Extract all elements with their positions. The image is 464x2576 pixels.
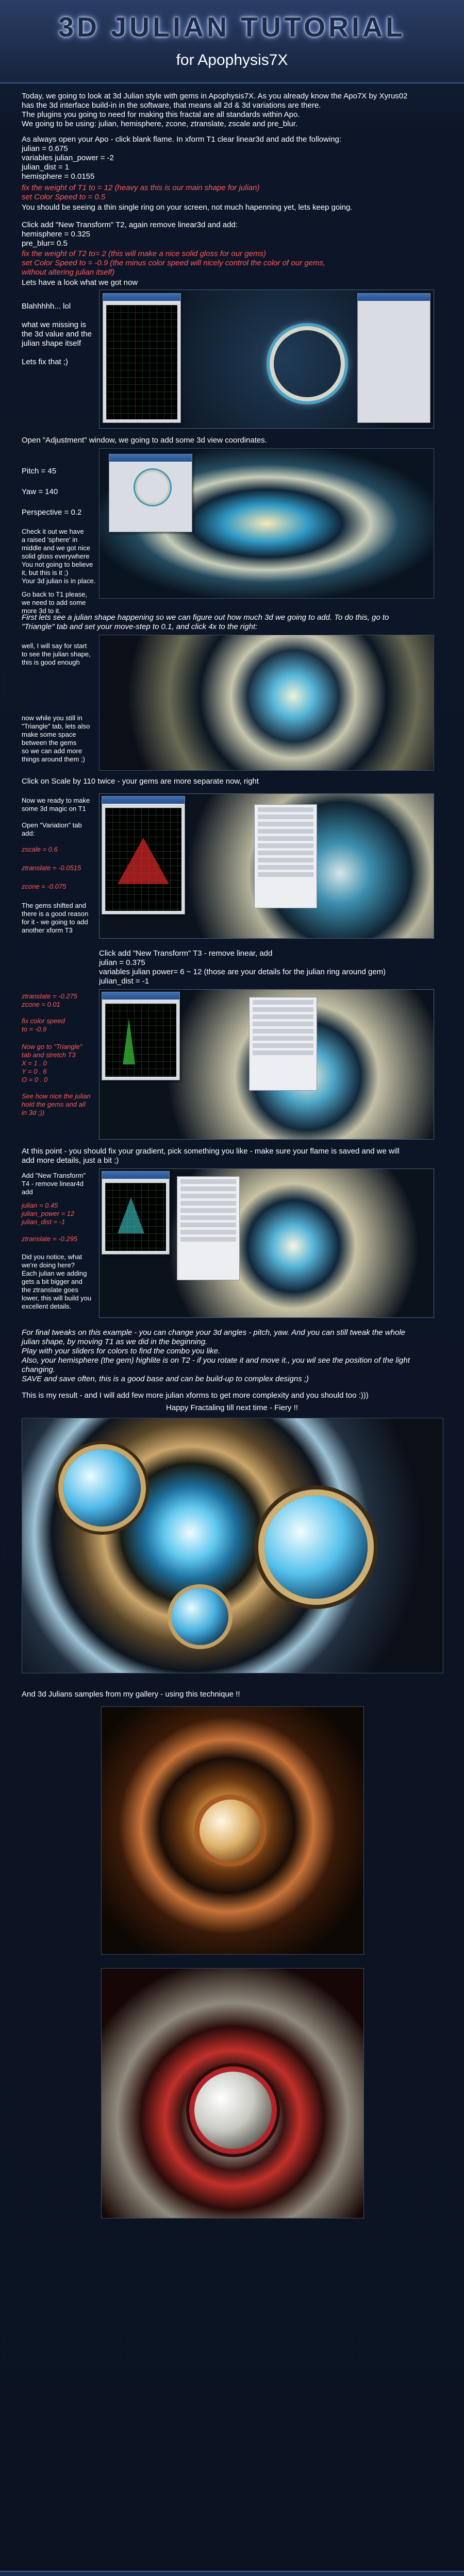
- transform-panel: [249, 997, 317, 1091]
- perspective-text: Perspective = 0.2: [22, 508, 82, 517]
- apo-screenshot-5: [99, 989, 434, 1140]
- t3-text: Click add "New Transform" T3 - remove linear, add julian = 0.375 variables julian power= 6 ~ 12 (those are your details for the julian ring around gem) julian_dist = -1: [99, 949, 386, 986]
- gem-center: [264, 1496, 368, 1599]
- render-screenshot-3: [99, 635, 434, 771]
- apo-screenshot-6: [99, 1168, 434, 1318]
- fixcolor-text: fix color speed to = -0.9: [22, 1017, 65, 1033]
- seehow-text: See how nice the julian hold the gems and all in 3d ;)): [22, 1092, 91, 1116]
- magic-text: Now we ready to make some 3d magic on T1: [22, 796, 90, 812]
- variation-panel: [254, 804, 317, 908]
- didyou-text: Did you notice, what we're doing here? Each julian we adding gets a bit bigger and the ztranslate goes lower, this will build you excellent details.: [22, 1253, 92, 1310]
- well-text: well, I will say for start to see the julian shape, this is good enough: [22, 642, 91, 666]
- gallery-sample-2: [101, 1968, 364, 2218]
- apo-screenshot-4: [99, 793, 434, 939]
- note-weight-text: fix the weight of T1 to = 12 (heavy as this is our main shape for julian) set Color Speed to = 0.5: [22, 183, 260, 201]
- happy-text: Happy Fractaling till next time - Fiery !!: [166, 1403, 298, 1412]
- result-text: This is my result - and I will add few more julian xforms to get more complexity and you should too :))): [22, 1391, 369, 1400]
- sample2-gem: [194, 2072, 272, 2149]
- lookout-text: Lets have a look what we got now: [22, 278, 138, 287]
- gem-small: [172, 1588, 228, 1645]
- samples-text: And 3d Julians samples from my gallery - using this technique !!: [22, 1690, 240, 1699]
- ztranslate1-text: ztranslate = -0.0515: [22, 864, 81, 872]
- goback-text: Go back to T1 please, we need to add some more 3d to it.: [22, 590, 87, 615]
- header-banner: [0, 0, 464, 83]
- gem-large: [63, 1449, 141, 1527]
- scale-text: Click on Scale by 110 twice - your gems are more separate now, right: [22, 777, 259, 786]
- adjustment-window: [109, 454, 192, 532]
- ztranslate3-text: ztranslate = -0.295: [22, 1235, 78, 1243]
- note-t2-text: fix the weight of T2 to= 2 (this will make a nice solid gloss for our gems) set Color Speed to = -0.9 (the minus color speed will nicely control the color of our gems, without altering julian itself): [22, 249, 326, 277]
- footer-credit: [0, 2572, 464, 2576]
- variation-panel-t4: [177, 1176, 240, 1280]
- note-ring-text: You should be seeing a thin single ring on your screen, not much hapenning yet, lets keep going.: [22, 203, 353, 212]
- zscale-text: zscale = 0.6: [22, 845, 58, 853]
- final-text: For final tweaks on this example - you can change your 3d angles - pitch, yaw. And you can still tweak the whole julian shape, by moving T1 as we did in the beginning. Play with your sliders for colors to find the combo you like. Also, your hemisphere (the gem) highlite is on T2 - if you rotate it and move it., you wil see the position of the light changing. SAVE and save often, this is a good base and can be build-up to complex designs ;): [22, 1328, 410, 1383]
- page-title: 3D JULIAN TUTORIAL: [58, 12, 406, 43]
- intro-text: Today, we going to look at 3d Julian style with gems in Apophysis7X. As you already know the Apo7X by Xyrus02 has the 3d interface build-in in the software, that means all 2d & 3d variations are there. The plugins you going to need for making this fractal are all standards within Apo. We going to be using: julian, hemisphere, zcone, ztranslate, zscale and pre_blur.: [22, 92, 408, 128]
- step-open-text: As always open your Apo - click blank flame. In xform T1 clear linear3d and add the following: julian = 0.675 variables julian_power = -2 julian_dist = 1 hemisphere = 0.0155: [22, 135, 342, 181]
- t4-text: Add "New Transform" T4 - remove linear4d add: [22, 1172, 86, 1196]
- triangle-editor-t3: [102, 992, 180, 1080]
- blah-text: Blahhhhh... lol what we missing is the 3d value and the julian shape itself Lets fix that ;): [22, 302, 92, 366]
- variation-text: Open "Variation" tab add:: [22, 821, 82, 837]
- footer: [0, 2571, 464, 2576]
- shifted-text: The gems shifted and there is a good reason for it - we going to add another xform T3: [22, 902, 89, 934]
- check-text: Check it out we have a raised 'sphere' in middle and we got nice solid gloss everywhere You not going to believe it, but this is it ;) Your 3d julian is in place.: [22, 528, 96, 585]
- triangle-editor: [102, 796, 185, 914]
- gallery-sample-1: [101, 1706, 364, 1955]
- t4vals-text: julian = 0.45 julian_power = 12 julian_dist = -1: [22, 1201, 75, 1226]
- triangle-text: now while you still in "Triangle" tab, lets also make some space between the gems so we can add more things around them ;): [22, 714, 90, 763]
- editor-panel: [357, 293, 430, 423]
- sample1-gem: [200, 1800, 261, 1861]
- editor-window: [103, 293, 181, 423]
- yaw-text: Yaw = 140: [22, 487, 58, 496]
- pitch-text: Pitch = 45: [22, 467, 57, 476]
- ztranslate2-text: ztranslate = -0.275 zcone = 0.01: [22, 992, 78, 1008]
- apo-screenshot-1: [99, 290, 434, 429]
- first-text: First lets see a julian shape happening so we can figure out how much 3d we going to add. To do this, go to "Triangle" tab and set your move-step to 0.1, and click 4x to the right:: [22, 613, 389, 631]
- result-render: [22, 1418, 443, 1673]
- page-subtitle: for Apophysis7X: [176, 52, 288, 69]
- julian-ring-render: [270, 326, 345, 401]
- nowgo-text: Now go to "Triangle" tab and stretch T3 X = 1 . 0 Y = 0 . 6 O = 0 . 0: [22, 1043, 82, 1083]
- triangle-editor-t4: [102, 1171, 170, 1255]
- apo-screenshot-2: [99, 448, 434, 599]
- zcone1-text: zcone = -0.075: [22, 883, 67, 890]
- adjustment-text: Open "Adjustment" window, we going to add some 3d view coordinates.: [22, 436, 267, 445]
- step-t2-text: Click add "New Transform" T2, again remove linear3d and add: hemisphere = 0.325 pre_blur= 0.5: [22, 221, 238, 248]
- gradient-text: At this point - you should fix your gradient, pick something you like - make sure your flame is saved and we will add more details, just a bit ;): [22, 1147, 400, 1165]
